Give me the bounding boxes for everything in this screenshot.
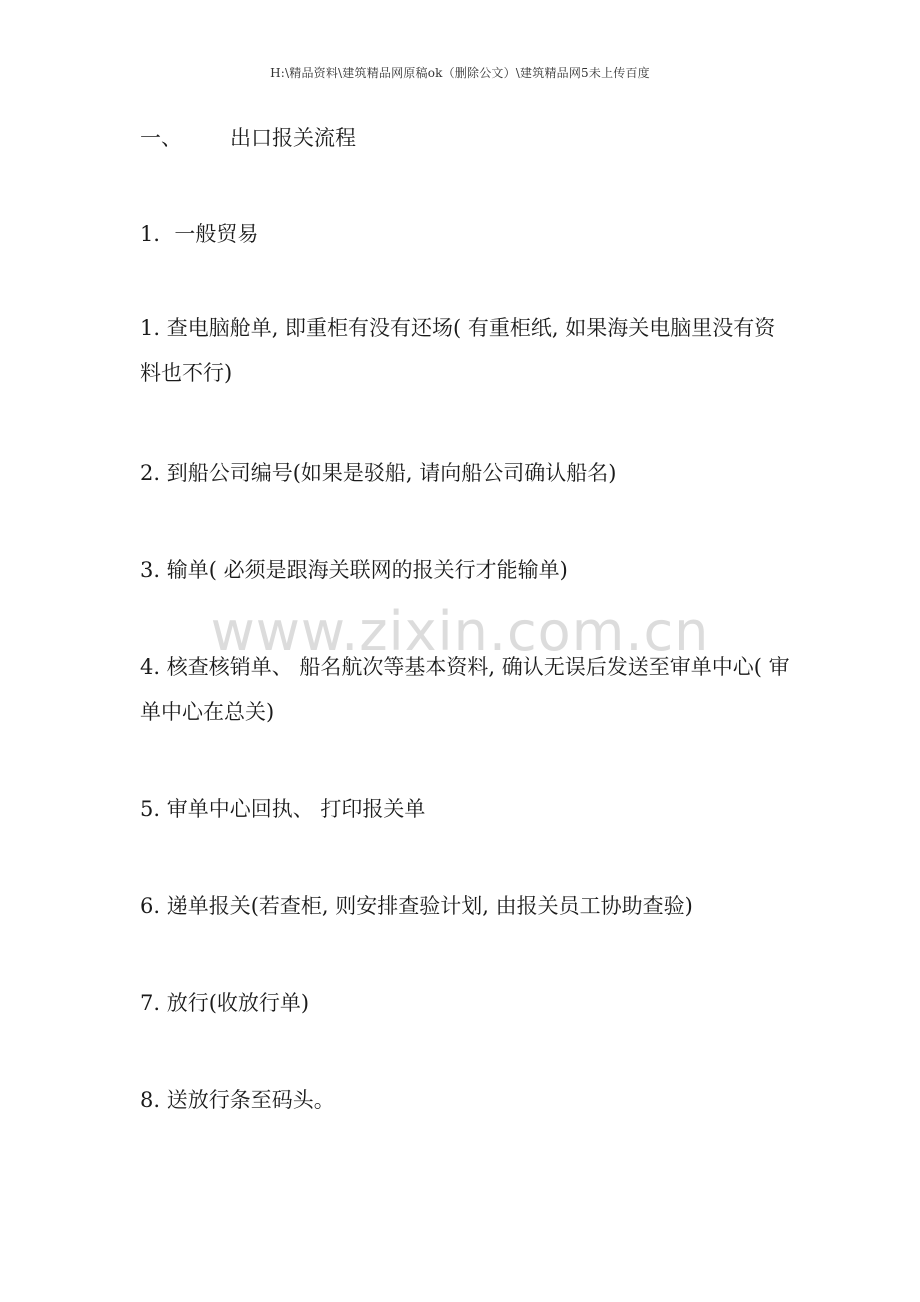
list-item: 1. 查电脑舱单, 即重柜有没有还场( 有重柜纸, 如果海关电脑里没有资料也不行) (140, 316, 776, 385)
list-item: 6. 递单报关(若查柜, 则安排查验计划, 由报关员工协助查验) (140, 894, 693, 918)
section-number: 一、 (140, 126, 182, 150)
list-item: 8. 送放行条至码头。 (140, 1088, 335, 1112)
list-item: 3. 输单( 必须是跟海关联网的报关行才能输单) (140, 558, 568, 582)
list-item: 4. 核查核销单、 船名航次等基本资料, 确认无误后发送至审单中心( 审单中心在总关) (140, 655, 790, 724)
list-item: 2. 到船公司编号(如果是驳船, 请向船公司确认船名) (140, 461, 617, 485)
section-title: 出口报关流程 (230, 126, 356, 150)
page-header-path: H:\精品资料\建筑精品网原稿ok（删除公文）\建筑精品网5未上传百度 (270, 66, 650, 80)
subsection-heading: 1．一般贸易 (140, 222, 259, 246)
list-item: 7. 放行(收放行单) (140, 991, 310, 1015)
list-item: 5. 审单中心回执、 打印报关单 (140, 797, 426, 821)
watermark: www.zixin.com.cn (210, 600, 710, 663)
section-heading (140, 122, 356, 152)
